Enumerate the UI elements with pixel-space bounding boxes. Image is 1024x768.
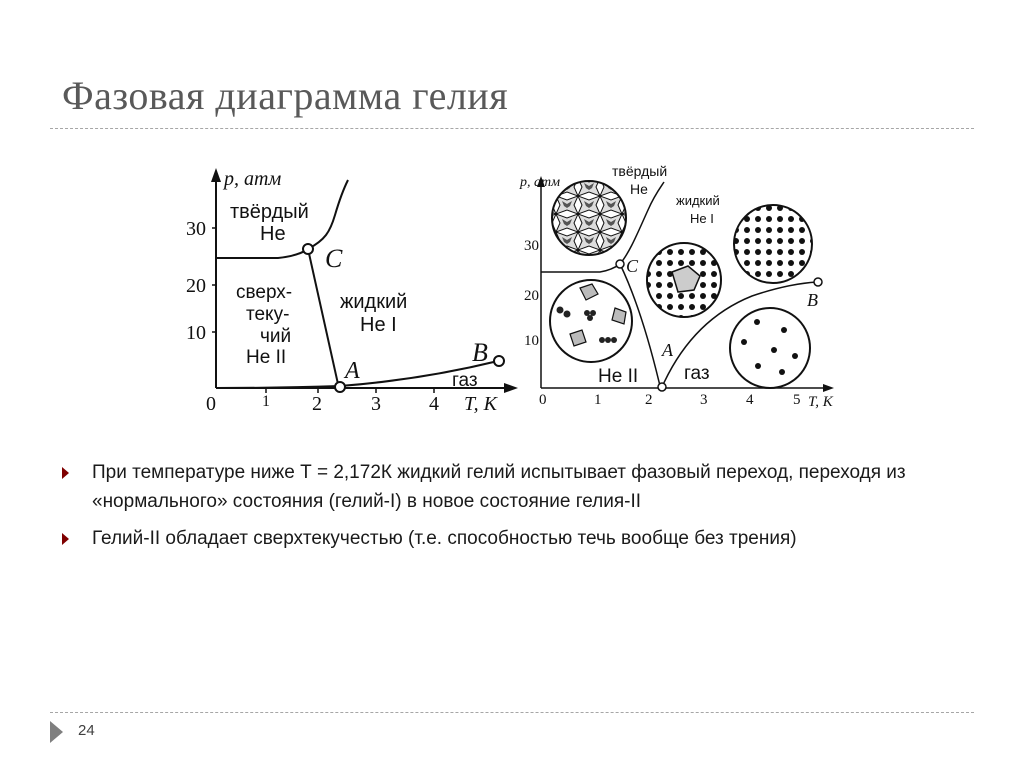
x-axis-arrow	[823, 384, 834, 392]
region-superfluid: Не II	[598, 366, 639, 387]
y-tick-10: 10	[186, 322, 206, 344]
point-b-label: B	[472, 338, 488, 367]
solid-superfluid-boundary	[216, 249, 308, 258]
bullet-marker-icon	[62, 467, 69, 479]
y-axis-label: p, атм	[224, 168, 282, 190]
x-tick-1: 1	[594, 392, 602, 408]
bullet-marker-icon	[62, 533, 69, 545]
point-c-label: C	[325, 244, 343, 273]
y-tick-10: 10	[524, 333, 539, 349]
region-superfluid-line1: сверх-	[236, 282, 293, 303]
region-gas: газ	[452, 370, 478, 391]
page-number: 24	[78, 722, 95, 739]
point-b-marker	[814, 278, 822, 286]
x-tick-5: 5	[793, 392, 801, 408]
superfluid-clusters-illustration	[550, 280, 632, 362]
region-solid-line1: твёрдый	[230, 201, 309, 223]
footer-divider	[50, 712, 974, 713]
point-a-label: A	[662, 340, 673, 360]
phase-diagram-right	[512, 160, 842, 415]
y-tick-30: 30	[524, 238, 539, 254]
bullet-text: Гелий-II обладает сверхтекучестью (т.е. способностью течь вообще без трения)	[92, 528, 797, 549]
point-b-marker	[494, 356, 504, 366]
x-tick-4: 4	[429, 393, 439, 415]
y-tick-20: 20	[186, 275, 206, 297]
title-divider	[50, 128, 974, 129]
gas-illustration	[730, 308, 810, 388]
slide-title: Фазовая диаграмма гелия	[62, 73, 509, 118]
x-tick-2: 2	[312, 393, 322, 415]
y-axis-arrow	[211, 168, 221, 182]
liquid-he1-illustration	[734, 205, 812, 283]
x-tick-0: 0	[539, 392, 547, 408]
region-superfluid-line2: теку-	[246, 304, 290, 325]
region-solid-line1: твёрдый	[612, 163, 668, 179]
footer-arrow-icon	[50, 721, 63, 743]
x-tick-0: 0	[206, 393, 216, 415]
region-solid-line2: Не	[630, 181, 648, 197]
x-tick-3: 3	[700, 392, 708, 408]
melting-curve	[308, 180, 348, 249]
x-tick-3: 3	[371, 393, 381, 415]
x-tick-4: 4	[746, 392, 754, 408]
region-liquid-line2: Не I	[360, 314, 397, 336]
point-a-marker	[658, 383, 666, 391]
y-tick-30: 30	[186, 218, 206, 240]
point-a-marker	[335, 382, 345, 392]
point-b-label: B	[807, 290, 818, 310]
point-a-label: A	[345, 358, 360, 384]
y-axis-label: p, атм	[520, 175, 561, 190]
region-liquid-line1: жидкий	[676, 193, 720, 208]
x-axis-label: T, K	[808, 394, 833, 410]
region-liquid-line1: жидкий	[340, 291, 408, 313]
region-superfluid-line4: Не II	[246, 347, 287, 368]
bullet-item	[62, 524, 982, 553]
y-tick-20: 20	[524, 288, 539, 304]
x-axis-label: T, K	[464, 393, 497, 415]
phase-diagram-left	[180, 160, 520, 420]
bullet-item	[62, 458, 982, 516]
bullet-text: При температуре ниже Т = 2,172К жидкий гелий испытывает фазовый переход, переходя из «нормального» состояния (гелий-I) в новое состояние гелия-II	[92, 462, 906, 512]
point-c-marker	[303, 244, 313, 254]
mixed-structure-illustration	[647, 243, 721, 317]
point-c-marker	[616, 260, 624, 268]
x-tick-2: 2	[645, 392, 653, 408]
region-superfluid-line3: чий	[260, 326, 292, 347]
region-gas: газ	[684, 363, 710, 384]
bullet-list	[62, 458, 982, 561]
region-liquid-line2: Не I	[690, 211, 714, 226]
x-tick-1: 1	[262, 393, 270, 410]
point-c-label: C	[626, 256, 639, 276]
solid-structure-illustration	[552, 181, 626, 255]
solid-superfluid-boundary	[541, 264, 620, 272]
region-solid-line2: Не	[260, 223, 286, 245]
